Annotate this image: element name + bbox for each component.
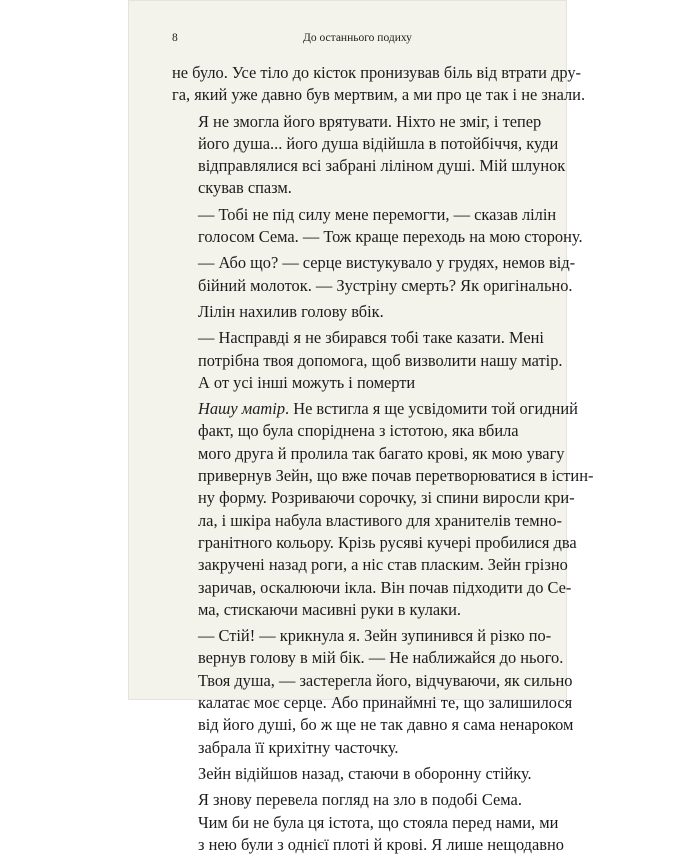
text-line: вернув голову в мій бік. — Не наближайся до нього. — [198, 648, 564, 668]
paragraph — [172, 62, 586, 107]
paragraph — [172, 204, 583, 249]
text-line: від його душі, бо ж ще не так давно я сама ненароком — [198, 715, 574, 735]
paragraph — [172, 398, 594, 621]
page-header — [172, 32, 543, 48]
paragraph — [172, 625, 574, 759]
page-number: 8 — [172, 32, 178, 44]
text-line: Твоя душа, — застерегла його, відчуваючи, як сильно — [198, 670, 573, 690]
text-line: Чим би не була ця істота, що стояла перед нами, ми — [198, 812, 559, 832]
text-line: привернув Зейн, що вже почав перетворюватися в істин- — [198, 466, 594, 486]
text-line: його душа... його душа відійшла в потойбіччя, куди — [198, 133, 559, 153]
text-line: забрала її крихітну часточку. — [198, 737, 399, 757]
text-line: ла, і шкіра набула властивого для хранителів темно- — [198, 510, 563, 530]
text-line: — Або що? — серце вистукувало у грудях, немов від- — [198, 253, 576, 273]
body-text — [172, 62, 594, 860]
text-line: — Стій! — крикнула я. Зейн зупинився й різко по- — [198, 626, 552, 646]
text-line: Я знову перевела погляд на зло в подобі Сема. — [198, 790, 522, 810]
text-line: ма, стискаючи масивні руки в кулаки. — [198, 599, 462, 619]
text-line: Лілін нахилив голову вбік. — [198, 301, 384, 321]
text-line: потрібна твоя допомога, щоб визволити нашу матір. — [198, 350, 563, 370]
text-line: скував спазм. — [198, 178, 292, 198]
text-line: відправлялися всі забрані лілінoм душі. Мій шлунок — [198, 156, 566, 176]
text-line: заричав, оскалюючи ікла. Він почав підходити до Се- — [198, 577, 572, 597]
book-page — [128, 0, 594, 854]
paragraph — [172, 327, 563, 394]
text-line: бійний молоток. — Зустріну смерть? Як оригінально. — [198, 275, 573, 295]
text-line: голосом Сема. — Тож краще переходь на мою сторону. — [198, 227, 583, 247]
text-line: з нею були з однієї плоті й крові. Я лише нещодавно — [198, 834, 564, 854]
text-line: факт, що була споріднена з істотою, яка вбила — [198, 421, 519, 441]
text-line: ну форму. Розриваючи сорочку, зі спини виросли кри- — [198, 488, 575, 508]
paragraph — [172, 301, 540, 323]
text-line: Зейн відійшов назад, стаючи в оборонну стійку. — [198, 763, 532, 783]
paragraph — [172, 252, 576, 297]
text-line: А от усі інші можуть і померти — [198, 372, 416, 392]
text-line: га, який уже давно був мертвим, а ми про це так і не знали. — [172, 85, 586, 105]
running-title: До останнього подиху — [303, 32, 412, 44]
text-line: — Насправді я не збирався тобі таке казати. Мені — [198, 328, 544, 348]
text-line: Нашу матір. Не встигла я ще усвідомити той огидний — [198, 399, 578, 419]
text-line: мого друга й пролила так багато крові, як мою увагу — [198, 443, 565, 463]
text-line: Я не змогла його врятувати. Ніхто не зміг, і тепер — [198, 111, 542, 131]
text-line: гранітного кольору. Крізь русяві кучері пробилися два — [198, 532, 577, 552]
text-line: калатає моє серце. Або принаймні те, що залишилося — [198, 693, 573, 713]
text-line: не було. Усе тіло до кісток пронизував біль від втрати дру- — [172, 63, 581, 82]
text-line: закручені назад роги, а ніс став пласким. Зейн грізно — [198, 555, 568, 575]
text-line: — Тобі не під силу мене перемогти, — сказав лілін — [198, 204, 557, 224]
paragraph — [172, 111, 566, 200]
paragraph — [172, 789, 564, 856]
paragraph — [172, 763, 540, 785]
